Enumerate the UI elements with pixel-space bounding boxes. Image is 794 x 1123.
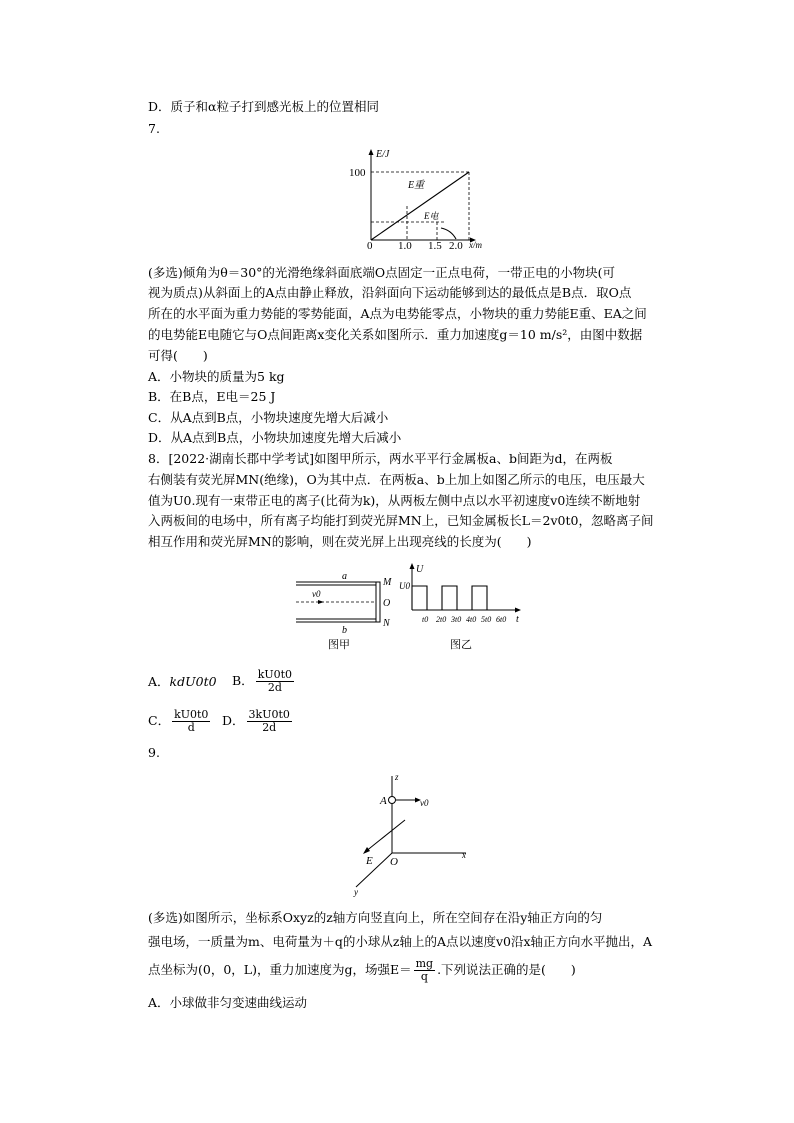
label-u0: U0 xyxy=(399,581,410,591)
field-line-e xyxy=(365,820,405,852)
point-a xyxy=(389,797,396,804)
q7-stem-2: 视为质点)从斜面上的A点由静止释放，沿斜面向下运动能够到达的最低点是B点．取O点 xyxy=(148,285,632,300)
square-wave xyxy=(412,586,502,610)
x-tick-2: 1.5 xyxy=(428,240,442,252)
y-axis-arrow xyxy=(369,149,374,155)
label-b: b xyxy=(342,625,347,636)
x-tick-1: 1.0 xyxy=(398,240,412,252)
e-gravity-label: E重 xyxy=(408,180,425,191)
q8-stem-3: 值为U0.现有一束带正电的离子(比荷为k)，从两板左侧中点以水平初速度v0连续不断地射 xyxy=(148,493,641,508)
label-o: O xyxy=(383,598,391,609)
q8-stem-5: 相互作用和荧光屏MN的影响，则在荧光屏上出现亮线的长度为( ) xyxy=(148,534,532,549)
q7-option-d: D．从A点到B点，小物块加速度先增大后减小 xyxy=(148,430,402,445)
tick-3: 3t0 xyxy=(451,615,462,624)
q8-option-a xyxy=(148,674,217,690)
t-axis-arrow xyxy=(515,608,521,613)
q8-stem-4: 入两板间的电场中，所有离子均能打到荧光屏MN上，已知金属板长L＝2v0t0，忽略离子间 xyxy=(148,513,654,528)
q8-option-c xyxy=(148,700,212,742)
label-a: A xyxy=(380,795,387,807)
q8-figure-yi xyxy=(400,562,530,654)
q8-stem-2: 右侧装有荧光屏MN(绝缘)，O为其中点．在两板a、b上加上如图乙所示的电压，电压最大 xyxy=(148,472,645,487)
label-t: t xyxy=(516,614,519,625)
y-label: E/J xyxy=(376,149,390,160)
q9-field-num: mg xyxy=(415,957,434,970)
q8-option-b-label: B． xyxy=(232,673,254,688)
e-electric-label: E电 xyxy=(424,211,439,221)
q7-option-a: A．小物块的质量为5 kg xyxy=(148,369,285,384)
q7-stem-3: 所在的水平面为重力势能的零势能面，A点为电势能零点，小物块的重力势能E重、EA之间 xyxy=(148,306,647,321)
q9-field-frac xyxy=(414,958,435,983)
q8-option-b-den: 2d xyxy=(267,681,282,694)
q9-option-a: A．小球做非匀变速曲线运动 xyxy=(148,995,308,1010)
y-tick-100: 100 xyxy=(349,167,366,179)
label-y: y xyxy=(354,887,358,897)
electric-curve xyxy=(441,228,456,239)
q9-stem-3-b: .下列说法正确的是( ) xyxy=(437,962,576,977)
q8-figure-jia xyxy=(290,570,400,652)
label-z: z xyxy=(395,772,399,782)
caption-yi: 图乙 xyxy=(450,639,472,651)
q9-field-den: q xyxy=(420,970,428,983)
q8-option-c-label: C． xyxy=(148,713,171,728)
q9-stem-2: 强电场，一质量为m、电荷量为＋q的小球从z轴上的A点以速度v0沿x轴正方向水平抛出，A xyxy=(148,934,653,949)
q8-option-b xyxy=(232,660,296,702)
q7-number: 7. xyxy=(148,121,160,136)
q8-option-d xyxy=(222,700,294,742)
q9-stem-3-a: 点坐标为(0，0，L)，重力加速度为g，场强E＝ xyxy=(148,962,412,977)
caption-jia: 图甲 xyxy=(328,639,350,651)
screen-mn xyxy=(376,582,380,622)
origin-label: 0 xyxy=(367,240,373,252)
q8-option-d-label: D． xyxy=(222,713,245,728)
q9-stem-3 xyxy=(148,950,576,990)
y-axis xyxy=(356,853,392,887)
label-m: M xyxy=(383,577,392,588)
label-v0: v0 xyxy=(420,798,429,808)
q8-option-c-den: d xyxy=(187,721,195,734)
q9-stem-1: (多选)如图所示，坐标系Oxyz的z轴方向竖直向上，所在空间存在沿y轴正方向的匀 xyxy=(148,910,603,925)
tick-2: 2t0 xyxy=(436,615,447,624)
label-n: N xyxy=(383,618,390,629)
q7-option-b: B．在B点，E电＝25 J xyxy=(148,389,276,404)
q9-coordinate-figure xyxy=(350,770,480,895)
q7-energy-graph xyxy=(349,148,495,252)
label-o: O xyxy=(390,856,398,868)
q8-option-a-label: A． xyxy=(148,674,170,689)
q9-number: 9. xyxy=(148,745,160,760)
u-axis-arrow xyxy=(410,563,415,569)
label-e: E xyxy=(366,855,373,867)
tick-5: 5t0 xyxy=(481,615,492,624)
q8-stem-1: 8．[2022·湖南长郡中学考试]如图甲所示，两水平平行金属板a、b间距为d，在两板 xyxy=(148,451,613,466)
label-u: U xyxy=(416,564,424,575)
q8-option-d-frac xyxy=(247,709,292,734)
q8-option-b-frac xyxy=(256,669,294,694)
q6-option-d: D．质子和α粒子打到感光板上的位置相同 xyxy=(148,99,379,114)
q8-option-d-num: 3kU0t0 xyxy=(248,708,290,721)
q7-stem-4: 的电势能E电随它与O点间距离x变化关系如图所示．重力加速度g＝10 m/s²，由图中数据 xyxy=(148,327,643,342)
q8-option-c-num: kU0t0 xyxy=(174,708,209,721)
q8-option-b-num: kU0t0 xyxy=(257,668,293,681)
q7-stem-5: 可得( ) xyxy=(148,348,208,363)
x-tick-3: 2.0 xyxy=(449,240,463,252)
v0-arrow xyxy=(318,600,324,604)
q8-option-a-expr: kdU0t0 xyxy=(169,674,217,689)
q7-option-c: C．从A点到B点，小物块速度先增大后减小 xyxy=(148,410,389,425)
label-a: a xyxy=(342,571,347,582)
q7-stem-1: (多选)倾角为θ＝30°的光滑绝缘斜面底端O点固定一正点电荷，一带正电的小物块(可 xyxy=(148,265,616,280)
field-arrow xyxy=(363,847,370,854)
tick-6: 6t0 xyxy=(496,615,507,624)
label-x: x xyxy=(462,850,466,860)
tick-1: t0 xyxy=(422,615,429,624)
label-v0: v0 xyxy=(312,589,321,599)
q8-option-d-den: 2d xyxy=(262,721,277,734)
q8-option-c-frac xyxy=(172,709,210,734)
x-label: x/m xyxy=(469,240,482,250)
tick-4: 4t0 xyxy=(466,615,477,624)
